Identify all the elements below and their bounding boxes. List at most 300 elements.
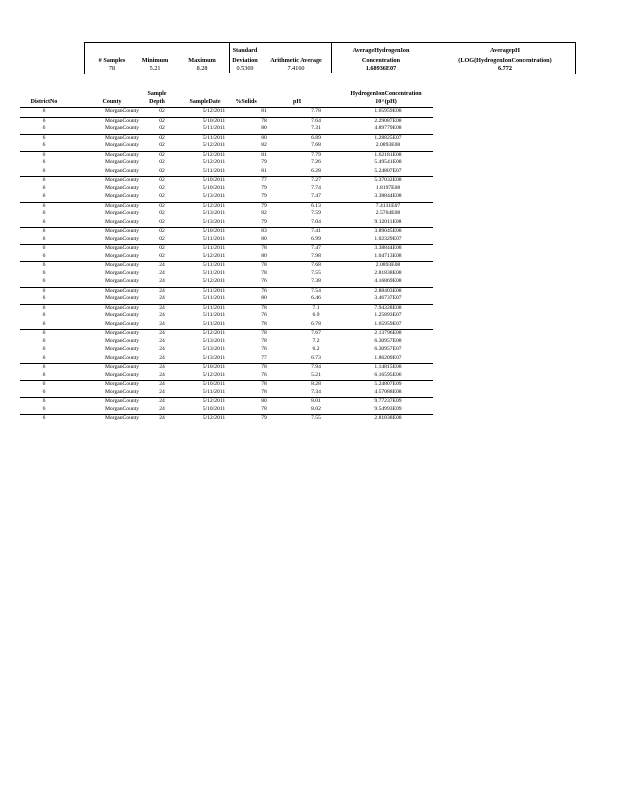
summary-header-minimum: Minimum bbox=[141, 57, 169, 64]
cell-county: MorganCounty bbox=[104, 159, 140, 165]
cell-district: 6 bbox=[42, 117, 46, 124]
cell-solids: 83 bbox=[261, 228, 267, 234]
cell-ph: 8.28 bbox=[311, 381, 321, 387]
cell-depth: 24 bbox=[159, 354, 165, 361]
cell-ph: 7.54 bbox=[311, 287, 321, 294]
cell-solids: 78 bbox=[261, 117, 267, 124]
cell-solids: 80 bbox=[261, 235, 267, 242]
cell-depth: 24 bbox=[159, 287, 165, 294]
table-row bbox=[20, 134, 433, 143]
cell-county: MorganCounty bbox=[104, 210, 140, 216]
cell-conc: 2.0893E08 bbox=[375, 262, 401, 268]
cell-depth: 24 bbox=[159, 262, 165, 268]
cell-depth: 24 bbox=[159, 278, 165, 284]
cell-county: MorganCounty bbox=[104, 245, 140, 251]
summary-value-arith: 7.4160 bbox=[287, 65, 305, 72]
cell-conc: 2.13796E08 bbox=[374, 330, 402, 336]
col-header-conc-line2: 10^(pH) bbox=[375, 99, 397, 105]
table-row bbox=[20, 414, 433, 423]
cell-conc: 1.28825E07 bbox=[374, 134, 402, 141]
cell-solids: 78 bbox=[261, 330, 267, 336]
summary-value-avg-ph: 6.772 bbox=[498, 65, 512, 72]
table-row bbox=[20, 295, 433, 303]
cell-conc: 1.65959E08 bbox=[374, 108, 402, 114]
cell-date: 5/11/2011 bbox=[202, 295, 226, 301]
cell-ph: 6.89 bbox=[311, 134, 321, 141]
cell-county: MorganCounty bbox=[104, 262, 140, 268]
cell-solids: 76 bbox=[261, 346, 267, 352]
cell-ph: 7.34 bbox=[311, 388, 321, 395]
cell-ph: 7.74 bbox=[311, 184, 321, 191]
col-header-district: DistrictNo bbox=[30, 99, 58, 105]
cell-county: MorganCounty bbox=[104, 295, 140, 301]
cell-date: 5/10/2011 bbox=[202, 228, 226, 234]
col-header-date: SampleDate bbox=[189, 99, 221, 105]
cell-conc: 1.02329E07 bbox=[374, 235, 402, 242]
cell-county: MorganCounty bbox=[104, 167, 140, 174]
cell-county: MorganCounty bbox=[104, 134, 140, 141]
cell-county: MorganCounty bbox=[104, 388, 140, 395]
cell-solids: 76 bbox=[261, 312, 267, 318]
cell-ph: 7.59 bbox=[311, 210, 321, 216]
cell-date: 5/13/2011 bbox=[202, 218, 226, 225]
col-header-depth-line2: Depth bbox=[149, 99, 165, 105]
cell-date: 5/10/2011 bbox=[202, 381, 226, 387]
table-row bbox=[20, 346, 433, 354]
cell-county: MorganCounty bbox=[104, 252, 140, 259]
table-row bbox=[20, 151, 433, 160]
table-row bbox=[20, 117, 433, 126]
summary-header-arith: Arithmetic Average bbox=[270, 57, 322, 64]
summary-value-minimum: 5.21 bbox=[149, 65, 161, 72]
summary-header-avg-h-line1: AverageHydrogenIon bbox=[352, 47, 410, 54]
cell-date: 5/12/2011 bbox=[202, 142, 226, 148]
cell-conc: 2.88403E08 bbox=[374, 287, 402, 294]
table-row bbox=[20, 227, 433, 236]
cell-date: 5/13/2011 bbox=[202, 193, 226, 199]
cell-date: 5/10/2011 bbox=[202, 117, 226, 124]
summary-header-avg-h-line2: Concentration bbox=[361, 57, 401, 64]
cell-district: 6 bbox=[42, 159, 46, 165]
cell-district: 6 bbox=[42, 235, 46, 242]
cell-date: 5/11/2011 bbox=[202, 287, 226, 294]
cell-district: 6 bbox=[42, 269, 46, 276]
cell-depth: 02 bbox=[159, 108, 165, 114]
cell-conc: 7.4131E07 bbox=[375, 202, 401, 209]
cell-county: MorganCounty bbox=[104, 287, 140, 294]
summary-header-avg-ph-line1: AveragepH bbox=[490, 47, 520, 54]
cell-county: MorganCounty bbox=[104, 278, 140, 284]
cell-ph: 7.68 bbox=[311, 262, 321, 268]
cell-date: 5/11/2011 bbox=[202, 245, 226, 251]
table-row bbox=[20, 210, 433, 218]
cell-solids: 80 bbox=[261, 295, 267, 301]
cell-date: 5/10/2011 bbox=[202, 364, 226, 370]
cell-date: 5/13/2011 bbox=[202, 210, 226, 216]
cell-solids: 78 bbox=[261, 405, 267, 412]
col-header-depth-line1: Sample bbox=[147, 91, 167, 97]
cell-solids: 76 bbox=[261, 287, 267, 294]
table-row bbox=[20, 253, 433, 261]
cell-county: MorganCounty bbox=[104, 371, 140, 378]
cell-district: 6 bbox=[42, 337, 46, 344]
cell-conc: 2.29087E08 bbox=[374, 117, 402, 124]
cell-date: 5/11/2011 bbox=[202, 304, 226, 311]
cell-ph: 6.78 bbox=[311, 320, 321, 327]
cell-county: MorganCounty bbox=[104, 202, 140, 209]
table-row bbox=[20, 125, 433, 133]
cell-conc: 9.54993E09 bbox=[374, 405, 402, 412]
summary-header-std-line2: Deviation bbox=[232, 57, 258, 64]
cell-ph: 6.13 bbox=[311, 202, 321, 209]
cell-conc: 9.12011E08 bbox=[374, 218, 402, 225]
cell-ph: 7.55 bbox=[311, 415, 321, 421]
cell-conc: 1.86209E07 bbox=[374, 354, 402, 361]
cell-district: 6 bbox=[42, 108, 46, 114]
cell-conc: 5.24807E09 bbox=[374, 381, 402, 387]
cell-county: MorganCounty bbox=[104, 354, 140, 361]
table-row bbox=[20, 142, 433, 150]
cell-conc: 2.81838E08 bbox=[374, 269, 402, 276]
cell-ph: 7.04 bbox=[311, 218, 321, 225]
cell-depth: 24 bbox=[159, 405, 165, 412]
cell-date: 5/12/2011 bbox=[202, 159, 226, 165]
cell-district: 6 bbox=[42, 330, 46, 336]
cell-ph: 7.27 bbox=[311, 177, 321, 183]
table-row bbox=[20, 363, 433, 372]
cell-ph: 7.47 bbox=[311, 193, 321, 199]
cell-date: 5/13/2011 bbox=[202, 346, 226, 352]
cell-depth: 02 bbox=[159, 252, 165, 259]
cell-conc: 7.94328E08 bbox=[374, 304, 402, 311]
table-row bbox=[20, 287, 433, 296]
cell-date: 5/12/2011 bbox=[202, 278, 226, 284]
cell-district: 6 bbox=[42, 304, 46, 311]
cell-date: 5/10/2011 bbox=[202, 405, 226, 412]
table-row bbox=[20, 389, 433, 397]
table-row bbox=[20, 270, 433, 278]
cell-depth: 02 bbox=[159, 159, 165, 165]
cell-district: 6 bbox=[42, 320, 46, 327]
cell-county: MorganCounty bbox=[104, 184, 140, 191]
cell-ph: 6.9 bbox=[312, 312, 320, 318]
cell-district: 6 bbox=[42, 346, 46, 352]
cell-district: 6 bbox=[42, 364, 46, 370]
col-header-conc-line1: HydrogenIonConcentration bbox=[350, 91, 422, 97]
summary-value-avg-h: 1.68936E07 bbox=[365, 65, 397, 72]
cell-ph: 7.79 bbox=[311, 151, 321, 158]
cell-depth: 02 bbox=[159, 151, 165, 158]
cell-depth: 02 bbox=[159, 117, 165, 124]
cell-date: 5/12/2011 bbox=[202, 371, 226, 378]
cell-depth: 24 bbox=[159, 304, 165, 311]
cell-date: 5/11/2011 bbox=[202, 262, 226, 268]
cell-solids: 78 bbox=[261, 381, 267, 387]
summary-header-samples: # Samples bbox=[98, 57, 126, 64]
cell-county: MorganCounty bbox=[104, 405, 140, 412]
table-row bbox=[20, 329, 433, 338]
cell-date: 5/12/2011 bbox=[202, 330, 226, 336]
cell-solids: 82 bbox=[261, 210, 267, 216]
cell-solids: 78 bbox=[261, 262, 267, 268]
cell-solids: 78 bbox=[261, 388, 267, 395]
cell-depth: 24 bbox=[159, 330, 165, 336]
cell-ph: 6.73 bbox=[311, 354, 321, 361]
col-header-county: County bbox=[102, 99, 122, 105]
cell-depth: 24 bbox=[159, 371, 165, 378]
cell-solids: 79 bbox=[261, 415, 267, 421]
cell-conc: 4.89779E08 bbox=[374, 125, 402, 131]
cell-district: 6 bbox=[42, 142, 46, 148]
cell-ph: 7.64 bbox=[311, 117, 321, 124]
cell-conc: 6.30957E07 bbox=[374, 346, 402, 352]
cell-conc: 1.65959E07 bbox=[374, 320, 402, 327]
cell-ph: 7.68 bbox=[311, 142, 321, 148]
cell-conc: 9.77237E09 bbox=[374, 398, 402, 404]
table-row bbox=[20, 236, 433, 244]
cell-solids: 81 bbox=[261, 151, 267, 158]
cell-county: MorganCounty bbox=[104, 142, 140, 148]
cell-county: MorganCounty bbox=[104, 330, 140, 336]
cell-depth: 24 bbox=[159, 346, 165, 352]
cell-district: 6 bbox=[42, 287, 46, 294]
cell-ph: 7.67 bbox=[311, 330, 321, 336]
cell-district: 6 bbox=[42, 202, 46, 209]
cell-county: MorganCounty bbox=[104, 346, 140, 352]
cell-depth: 24 bbox=[159, 388, 165, 395]
cell-conc: 5.37032E08 bbox=[374, 177, 402, 183]
cell-depth: 02 bbox=[159, 125, 165, 131]
cell-solids: 80 bbox=[261, 134, 267, 141]
cell-ph: 6.46 bbox=[311, 295, 321, 301]
cell-solids: 78 bbox=[261, 364, 267, 370]
cell-district: 6 bbox=[42, 125, 46, 131]
cell-conc: 5.24807E07 bbox=[374, 167, 402, 174]
cell-ph: 8.02 bbox=[311, 405, 321, 412]
cell-county: MorganCounty bbox=[104, 312, 140, 318]
cell-conc: 3.89045E08 bbox=[374, 228, 402, 234]
table-row bbox=[20, 108, 433, 116]
cell-conc: 5.49541E08 bbox=[374, 159, 402, 165]
cell-depth: 02 bbox=[159, 228, 165, 234]
cell-conc: 1.62181E08 bbox=[374, 151, 402, 158]
cell-solids: 79 bbox=[261, 193, 267, 199]
cell-depth: 02 bbox=[159, 177, 165, 183]
cell-ph: 6.28 bbox=[311, 167, 321, 174]
cell-date: 5/12/2011 bbox=[202, 415, 226, 421]
cell-depth: 02 bbox=[159, 235, 165, 242]
cell-ph: 7.38 bbox=[311, 278, 321, 284]
cell-district: 6 bbox=[42, 354, 46, 361]
cell-county: MorganCounty bbox=[104, 398, 140, 404]
table-row bbox=[20, 219, 433, 227]
table-row bbox=[20, 380, 433, 389]
cell-date: 5/11/2011 bbox=[202, 167, 226, 174]
cell-solids: 78 bbox=[261, 245, 267, 251]
cell-depth: 02 bbox=[159, 167, 165, 174]
cell-solids: 77 bbox=[261, 354, 267, 361]
cell-ph: 5.21 bbox=[311, 371, 321, 378]
table-row bbox=[20, 338, 433, 346]
cell-date: 5/10/2011 bbox=[202, 177, 226, 183]
cell-date: 5/12/2011 bbox=[202, 398, 226, 404]
cell-ph: 7.26 bbox=[311, 159, 321, 165]
cell-conc: 1.14815E08 bbox=[374, 364, 402, 370]
table-row bbox=[20, 176, 433, 185]
cell-county: MorganCounty bbox=[104, 364, 140, 370]
cell-district: 6 bbox=[42, 210, 46, 216]
cell-depth: 02 bbox=[159, 142, 165, 148]
table-row bbox=[20, 185, 433, 193]
cell-county: MorganCounty bbox=[104, 125, 140, 131]
cell-district: 6 bbox=[42, 134, 46, 141]
cell-solids: 79 bbox=[261, 184, 267, 191]
summary-header-std-line1: Standard bbox=[232, 47, 258, 54]
cell-ph: 6.2 bbox=[312, 346, 320, 352]
cell-depth: 02 bbox=[159, 210, 165, 216]
cell-solids: 80 bbox=[261, 252, 267, 259]
cell-county: MorganCounty bbox=[104, 320, 140, 327]
cell-solids: 78 bbox=[261, 337, 267, 344]
cell-county: MorganCounty bbox=[104, 415, 140, 421]
cell-date: 5/12/2011 bbox=[202, 151, 226, 158]
cell-ph: 7.94 bbox=[311, 364, 321, 370]
cell-solids: 79 bbox=[261, 202, 267, 209]
cell-conc: 6.30957E08 bbox=[374, 337, 402, 344]
table-row bbox=[20, 202, 433, 211]
cell-county: MorganCounty bbox=[104, 193, 140, 199]
cell-ph: 7.47 bbox=[311, 245, 321, 251]
cell-depth: 02 bbox=[159, 245, 165, 251]
cell-ph: 7.55 bbox=[311, 269, 321, 276]
cell-depth: 24 bbox=[159, 337, 165, 344]
cell-depth: 24 bbox=[159, 269, 165, 276]
cell-depth: 24 bbox=[159, 295, 165, 301]
cell-district: 6 bbox=[42, 415, 46, 421]
table-row bbox=[20, 193, 433, 201]
cell-depth: 02 bbox=[159, 202, 165, 209]
cell-district: 6 bbox=[42, 245, 46, 251]
cell-district: 6 bbox=[42, 312, 46, 318]
cell-depth: 24 bbox=[159, 398, 165, 404]
cell-depth: 02 bbox=[159, 193, 165, 199]
cell-county: MorganCounty bbox=[104, 381, 140, 387]
cell-date: 5/11/2011 bbox=[202, 235, 226, 242]
cell-solids: 78 bbox=[261, 320, 267, 327]
cell-district: 6 bbox=[42, 193, 46, 199]
cell-date: 5/12/2011 bbox=[202, 108, 226, 114]
cell-ph: 7.1 bbox=[312, 304, 320, 311]
cell-county: MorganCounty bbox=[104, 151, 140, 158]
cell-county: MorganCounty bbox=[104, 228, 140, 234]
table-row bbox=[20, 244, 433, 253]
cell-date: 5/10/2011 bbox=[202, 184, 226, 191]
cell-conc: 3.38844E08 bbox=[374, 245, 402, 251]
cell-district: 6 bbox=[42, 381, 46, 387]
cell-solids: 79 bbox=[261, 159, 267, 165]
table-row bbox=[20, 355, 433, 363]
cell-conc: 3.38844E08 bbox=[374, 193, 402, 199]
cell-district: 6 bbox=[42, 371, 46, 378]
cell-conc: 2.0893E08 bbox=[375, 142, 401, 148]
cell-county: MorganCounty bbox=[104, 117, 140, 124]
cell-conc: 1.25893E07 bbox=[374, 312, 402, 318]
cell-solids: 78 bbox=[261, 269, 267, 276]
cell-district: 6 bbox=[42, 167, 46, 174]
cell-depth: 24 bbox=[159, 320, 165, 327]
cell-date: 5/11/2011 bbox=[202, 320, 226, 327]
table-row bbox=[20, 321, 433, 329]
cell-conc: 4.16869E08 bbox=[374, 278, 402, 284]
summary-header-avg-ph-line2: (LOG(HydrogenIonConcentration) bbox=[458, 57, 552, 64]
cell-date: 5/11/2011 bbox=[202, 134, 226, 141]
cell-depth: 02 bbox=[159, 134, 165, 141]
table-row bbox=[20, 397, 433, 406]
col-header-ph: pH bbox=[292, 99, 301, 105]
cell-solids: 77 bbox=[261, 177, 267, 183]
cell-ph: 7.41 bbox=[311, 228, 321, 234]
cell-date: 5/11/2011 bbox=[202, 312, 226, 318]
cell-date: 5/11/2011 bbox=[202, 388, 226, 395]
cell-county: MorganCounty bbox=[104, 337, 140, 344]
cell-solids: 78 bbox=[261, 304, 267, 311]
cell-depth: 24 bbox=[159, 415, 165, 421]
cell-date: 5/11/2011 bbox=[202, 125, 226, 131]
cell-depth: 02 bbox=[159, 218, 165, 225]
cell-conc: 1.04713E08 bbox=[374, 252, 402, 259]
cell-solids: 81 bbox=[261, 108, 267, 114]
cell-district: 6 bbox=[42, 151, 46, 158]
summary-value-std: 0.5369 bbox=[236, 65, 254, 72]
cell-county: MorganCounty bbox=[104, 304, 140, 311]
table-row bbox=[20, 304, 433, 313]
cell-district: 6 bbox=[42, 388, 46, 395]
cell-date: 5/11/2011 bbox=[202, 269, 226, 276]
cell-solids: 82 bbox=[261, 142, 267, 148]
cell-conc: 4.57088E08 bbox=[374, 388, 402, 395]
cell-district: 6 bbox=[42, 228, 46, 234]
cell-county: MorganCounty bbox=[104, 235, 140, 242]
cell-depth: 02 bbox=[159, 184, 165, 191]
summary-header-maximum: Maximum bbox=[188, 57, 216, 64]
cell-date: 5/12/2011 bbox=[202, 252, 226, 259]
cell-conc: 2.81838E08 bbox=[374, 415, 402, 421]
cell-county: MorganCounty bbox=[104, 108, 140, 114]
table-row bbox=[20, 372, 433, 380]
cell-district: 6 bbox=[42, 278, 46, 284]
cell-conc: 6.16595E06 bbox=[374, 371, 402, 378]
cell-solids: 79 bbox=[261, 218, 267, 225]
cell-solids: 76 bbox=[261, 371, 267, 378]
cell-district: 6 bbox=[42, 177, 46, 183]
cell-ph: 7.78 bbox=[311, 108, 321, 114]
table-row bbox=[20, 406, 433, 414]
cell-district: 6 bbox=[42, 218, 46, 225]
cell-solids: 76 bbox=[261, 278, 267, 284]
cell-district: 6 bbox=[42, 405, 46, 412]
cell-district: 6 bbox=[42, 262, 46, 268]
cell-ph: 7.98 bbox=[311, 252, 321, 259]
cell-ph: 7.31 bbox=[311, 125, 321, 131]
cell-solids: 80 bbox=[261, 125, 267, 131]
cell-depth: 24 bbox=[159, 364, 165, 370]
cell-district: 6 bbox=[42, 184, 46, 191]
table-row bbox=[20, 168, 433, 176]
cell-conc: 2.5704E08 bbox=[375, 210, 401, 216]
cell-ph: 7.2 bbox=[312, 337, 320, 344]
cell-district: 6 bbox=[42, 252, 46, 259]
table-row bbox=[20, 312, 433, 320]
